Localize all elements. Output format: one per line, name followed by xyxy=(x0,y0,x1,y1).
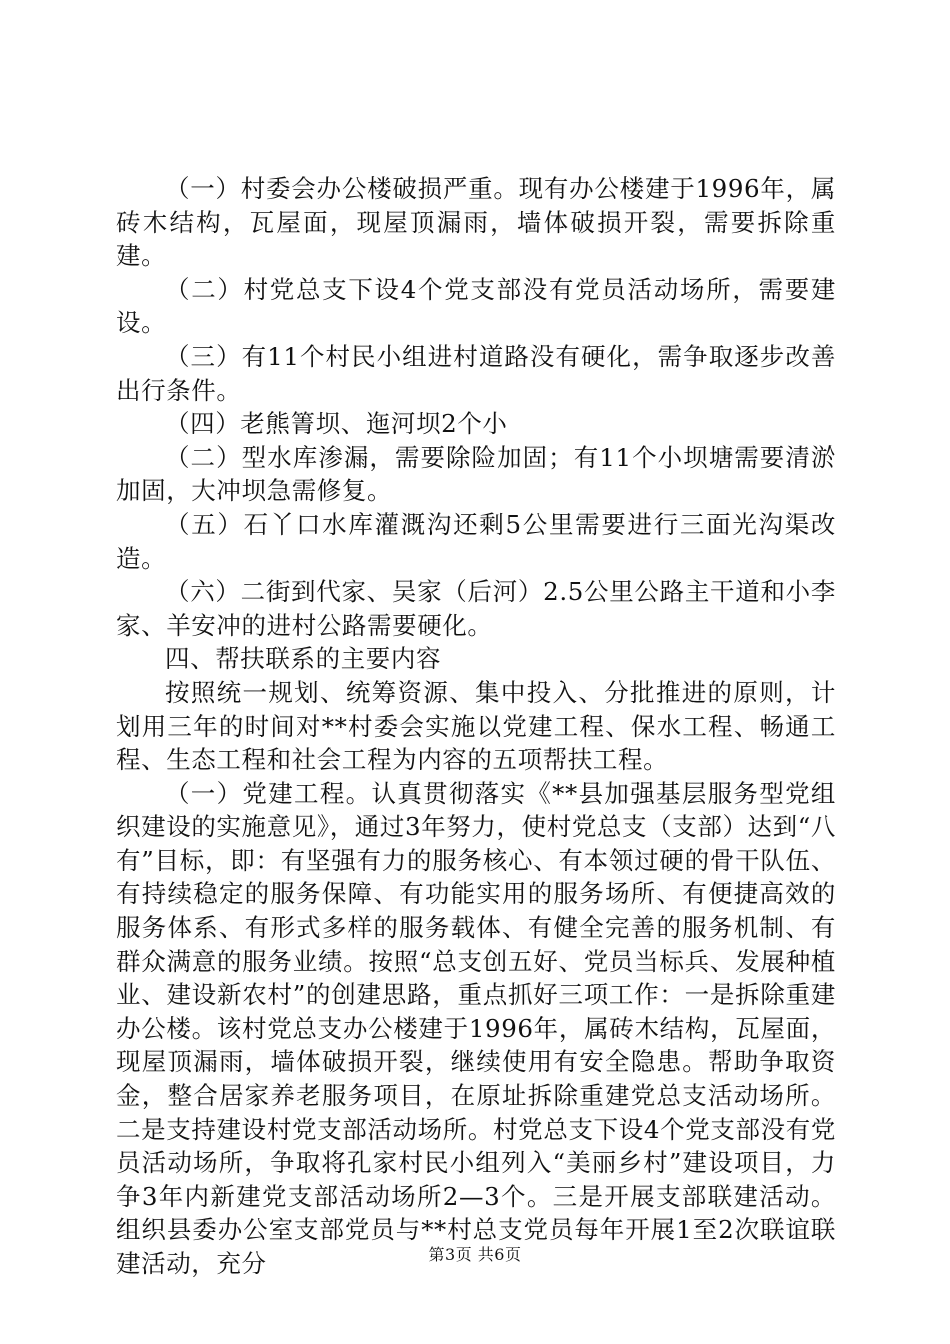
paragraph-irrigation-channel: （五）石丫口水库灌溉沟还剩5公里需要进行三面光沟渠改造。 xyxy=(116,509,836,573)
paragraph-village-roads: （三）有11个村民小组进村道路没有硬化，需争取逐步改善出行条件。 xyxy=(116,341,836,405)
section-heading-main-content: 四、帮扶联系的主要内容 xyxy=(165,644,442,674)
paragraph-party-building-project: （一）党建工程。认真贯彻落实《**县加强基层服务型党组织建设的实施意见》，通过3年努力，使村党总支（支部）达到“八有”目标，即：有坚强有力的服务核心、有本领过硬的骨干队伍、有持续稳定的服务保障、有功能实用的服务场所、有便捷高效的服务体系、有形式多样的服务载体、有健全完善的服务机制、有群众满意的服务业绩。按照“总支创五好、党员当标兵、发展种植业、建设新农村”的创建思路，重点抓好三项工作：一是拆除重建办公楼。该村党总支办公楼建于1996年，属砖木结构，瓦屋面，现屋顶漏雨，墙体破损开裂，继续使用有安全隐患。帮助争取资金，整合居家养老服务项目，在原址拆除重建党总支活动场所。二是支持建设村党支部活动场所。村党总支下设4个党支部没有党员活动场所，争取将孔家村民小组列入“美丽乡村”建设项目，力争3年内新建党支部活动场所2—3个。三是开展支部联建活动。组织县委办公室支部党员与**村总支党员每年开展1至2次联谊联建活动，充分 xyxy=(116,778,836,1278)
paragraph-reservoir-part-1: （四）老熊箐坝、迤河坝2个小 xyxy=(165,409,508,439)
paragraph-reservoir-part-2: （二）型水库渗漏，需要除险加固；有11个小坝塘需要清淤加固，大冲坝急需修复。 xyxy=(116,442,836,506)
paragraph-office-building: （一）村委会办公楼破损严重。现有办公楼建于1996年，属砖木结构，瓦屋面，现屋顶漏雨，墙体破损开裂，需要拆除重建。 xyxy=(116,174,836,271)
paragraph-road-hardening: （六）二街到代家、吴家（后河）2.5公里公路主干道和小李家、羊安冲的进村公路需要硬化。 xyxy=(116,577,836,640)
page-number-footer: 第3页 共6页 xyxy=(428,1245,522,1264)
paragraph-five-projects: 按照统一规划、统筹资源、集中投入、分批推进的原则，计划用三年的时间对**村委会实施以党建工程、保水工程、畅通工程、生态工程和社会工程为内容的五项帮扶工程。 xyxy=(116,677,836,775)
document-body xyxy=(116,172,836,1281)
paragraph-party-branch-venue: （二）村党总支下设4个党支部没有党员活动场所，需要建设。 xyxy=(116,274,836,338)
